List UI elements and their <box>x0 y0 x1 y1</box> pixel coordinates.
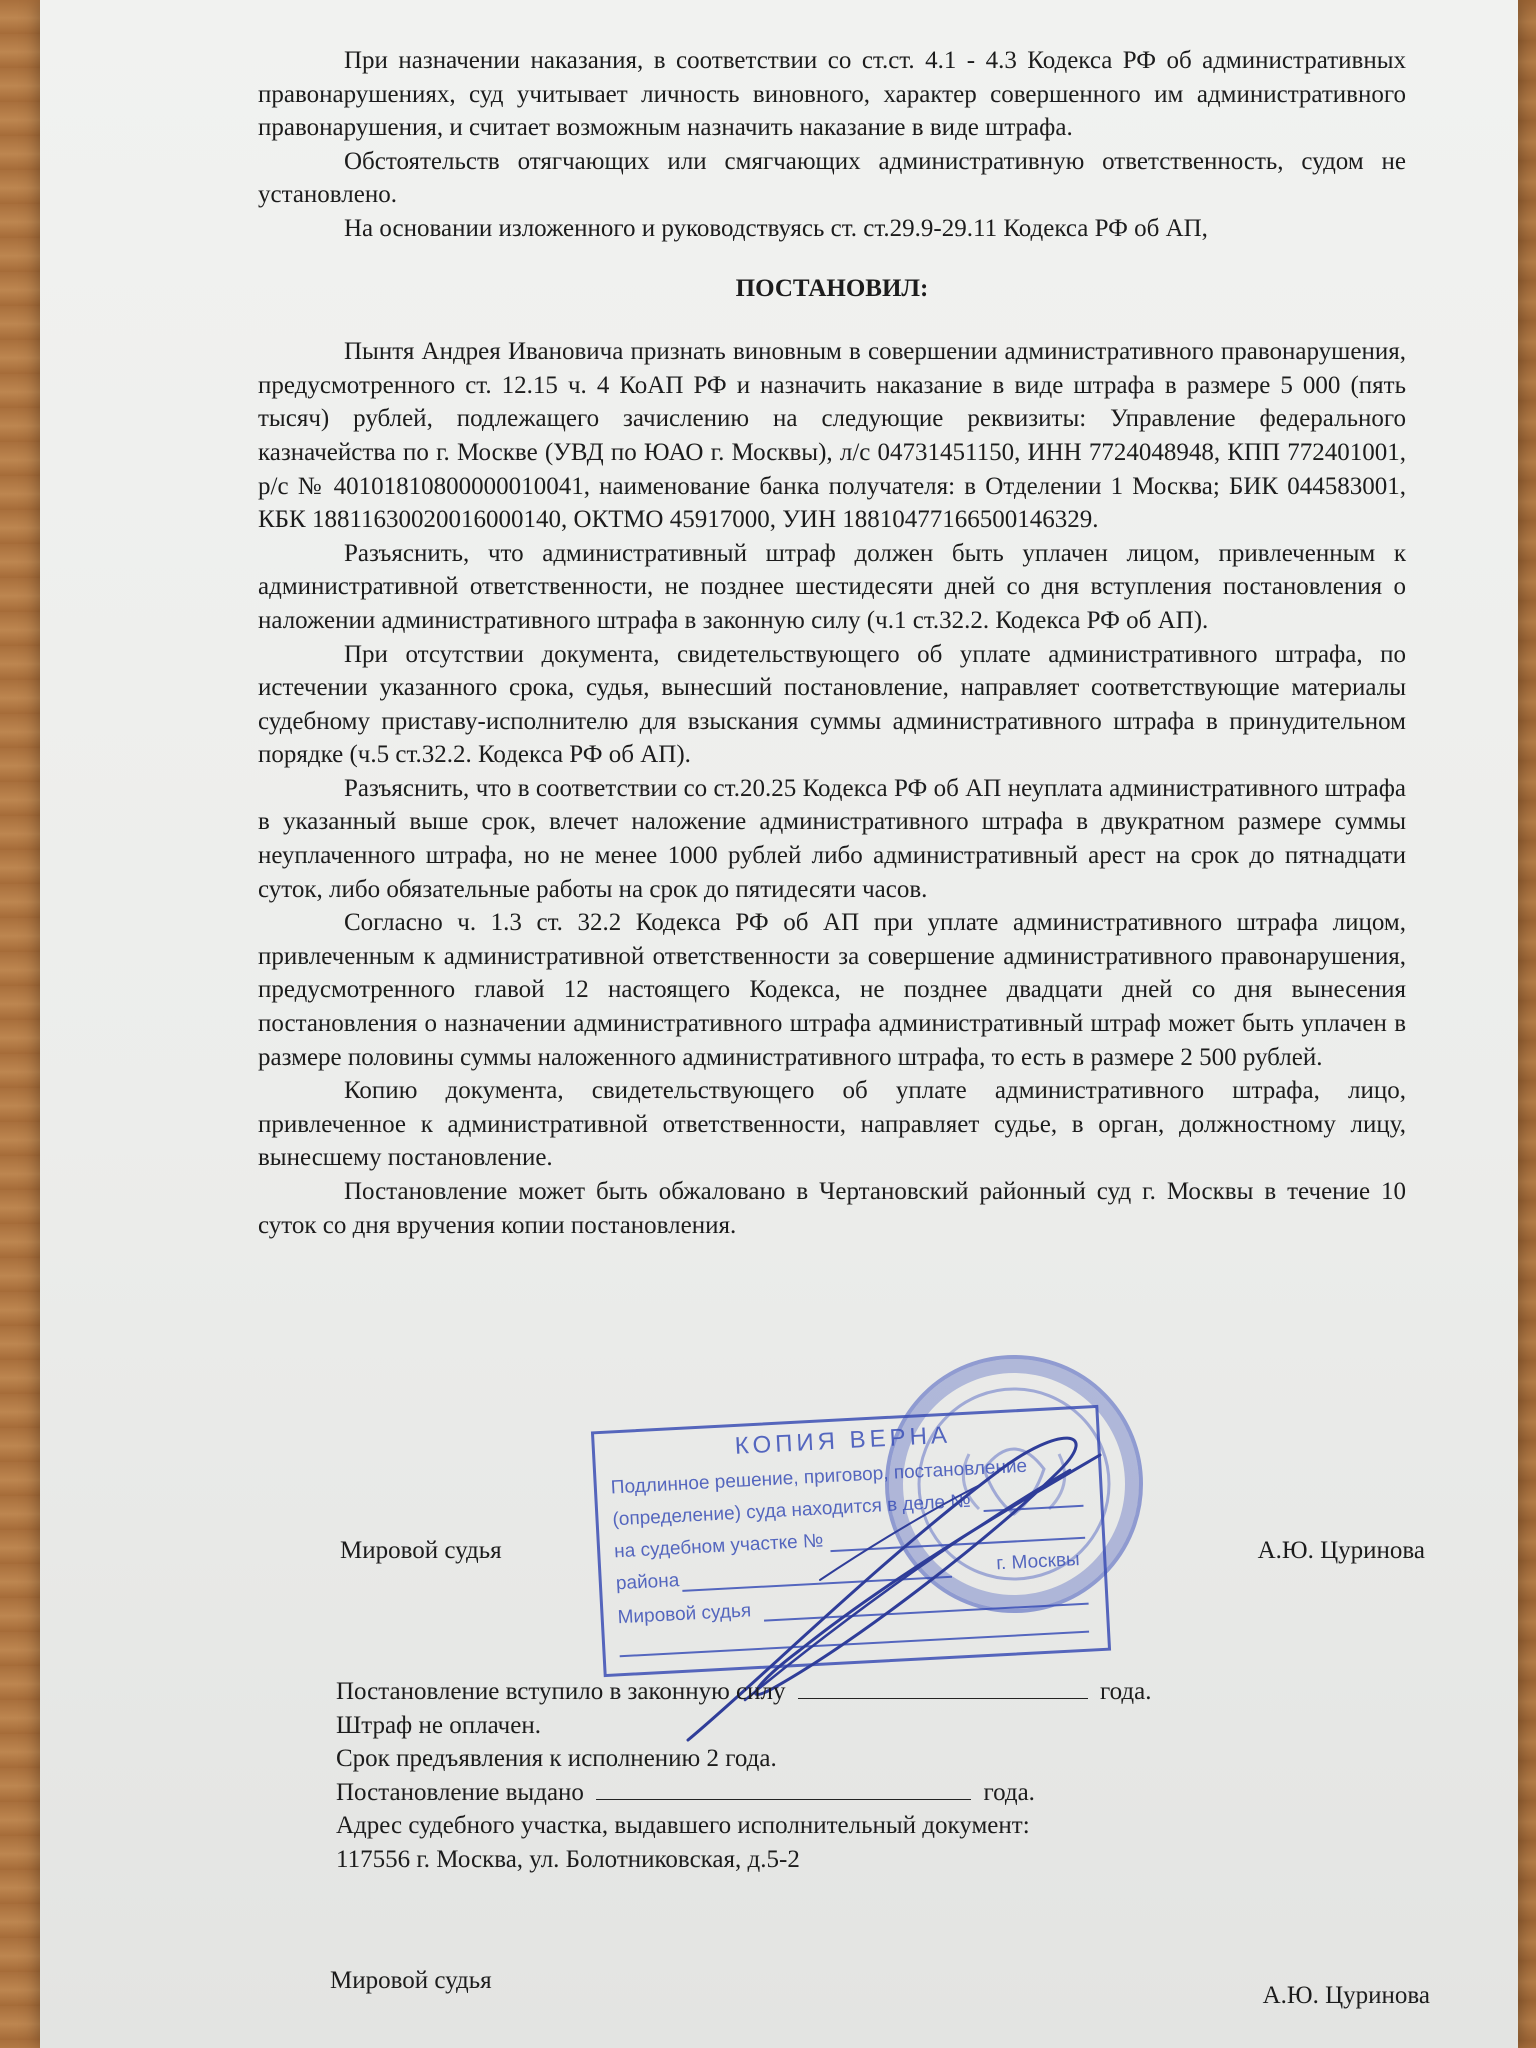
date-blank-1 <box>798 1680 1088 1699</box>
document-body <box>258 44 1406 1242</box>
date-blank-2 <box>596 1781 971 1800</box>
stamp-line-3: на судебном участке № <box>613 1530 824 1563</box>
resolution-heading: ПОСТАНОВИЛ: <box>735 274 929 302</box>
paragraph-basis: На основании изложенного и руководствуясь ст. ст.29.9-29.11 Кодекса РФ об АП, <box>344 214 1208 242</box>
enforcement-notes <box>336 1675 1336 1877</box>
paragraph-copy-proof: Копию документа, свидетельствующего об уплате административного штрафа, лицо, привлеченное к административной ответственности, направляет судье, в орган, должностному лицу, вынесшему постановление. <box>258 1077 1406 1172</box>
stamp-line-4-city: г. Москвы <box>995 1549 1081 1575</box>
judge-title-2: Мировой судья <box>330 1967 492 1994</box>
note-entered-force: Постановление вступило в законную силу года. <box>336 1678 1152 1705</box>
note-address-label: Адрес судебного участка, выдавшего исполнительный документ: <box>336 1812 1030 1840</box>
judge-title-1: Мировой судья <box>340 1537 502 1564</box>
stamp-line-4: района <box>615 1570 680 1595</box>
paragraph-payment-deadline: Разъяснить, что административный штраф должен быть уплачен лицом, привлеченным к административной ответственности, не позднее шестидесяти дней со дня вступления постановления о наложении административного штрафа в законную силу (ч.1 ст.32.2. Кодекса РФ об АП). <box>258 539 1406 634</box>
judge-name-2: А.Ю. Цуринова <box>1262 1982 1430 2009</box>
paragraph-punishment: При назначении наказания, в соответствии со ст.ст. 4.1 - 4.3 Кодекса РФ об административных правонарушениях, суд учитывает личность виновного, характер совершенного им административного правонарушения, и считает возможным назначить наказание в виде штрафа. <box>258 47 1406 142</box>
note-fine-unpaid: Штраф не оплачен. <box>336 1711 541 1739</box>
stamp-line-1: Подлинное решение, приговор, постановление <box>610 1455 1028 1499</box>
note-address: 117556 г. Москва, ул. Болотниковская, д.5-2 <box>336 1845 800 1873</box>
judge-name-1: А.Ю. Цуринова <box>1257 1537 1425 1564</box>
paragraph-appeal: Постановление может быть обжаловано в Чертановский районный суд г. Москвы в течение 10 суток со дня вручения копии постановления. <box>258 1178 1406 1239</box>
paragraph-verdict: Пынтя Андрея Ивановича признать виновным в совершении административного правонарушения, предусмотренного ст. 12.15 ч. 4 КоАП РФ и назначить наказание в виде штрафа в размере 5 000 (пять тысяч) рублей, подлежащего зачислению на следующие реквизиты: Управление федерального казначейства по г. Москве (УВД по ЮАО г. Москвы), л/с 04731451150, ИНН 7724048948, КПП 772401001, р/с № 40101810800000010041, наименование банка получателя: в Отделении 1 Москва; БИК 044583001, КБК 18811630020016000140, ОКТМО 45917000, УИН 18810477166500146329. <box>258 338 1406 534</box>
signature-row-2 <box>290 1967 1430 2010</box>
note-execution-term: Срок предъявления к исполнению 2 года. <box>336 1745 777 1773</box>
note-issued: Постановление выдано года. <box>336 1778 1035 1806</box>
paragraph-enforcement: При отсутствии документа, свидетельствующего об уплате административного штрафа, по истечении указанного срока, судья, вынесший постановление, направляет соответствующие материалы судебному приставу-исполнителю для взыскания суммы административного штрафа в принудительном порядке (ч.5 ст.32.2. Кодекса РФ об АП). <box>258 640 1406 769</box>
paragraph-circumstances: Обстоятельств отягчающих или смягчающих административную ответственность, судом не установлено. <box>258 147 1406 209</box>
stamp-line-2: (определение) суда находится в деле № <box>612 1490 972 1531</box>
signature-row-1 <box>300 1537 1425 1577</box>
paragraph-discount: Согласно ч. 1.3 ст. 32.2 Кодекса РФ об АП при уплате административного штрафа лицом, привлеченным к административной ответственности за совершение административного правонарушения, предусмотренного главой 12 настоящего Кодекса, не позднее двадцати дней со дня вынесения постановления о назначении административного штрафа административный штраф может быть уплачен в размере половины суммы наложенного административного штрафа, то есть в размере 2 500 рублей. <box>258 909 1406 1071</box>
stamp-line-5: Мировой судья <box>617 1600 752 1629</box>
stamp-title: КОПИЯ ВЕРНА <box>734 1421 952 1460</box>
paragraph-nonpayment: Разъяснить, что в соответствии со ст.20.25 Кодекса РФ об АП неуплата административного штрафа в указанный выше срок, влечет наложение административного штрафа в двукратном размере суммы неуплаченного штрафа, но не менее 1000 рублей либо административный арест на срок до пятнадцати суток, либо обязательные работы на срок до пятидесяти часов. <box>258 774 1406 903</box>
